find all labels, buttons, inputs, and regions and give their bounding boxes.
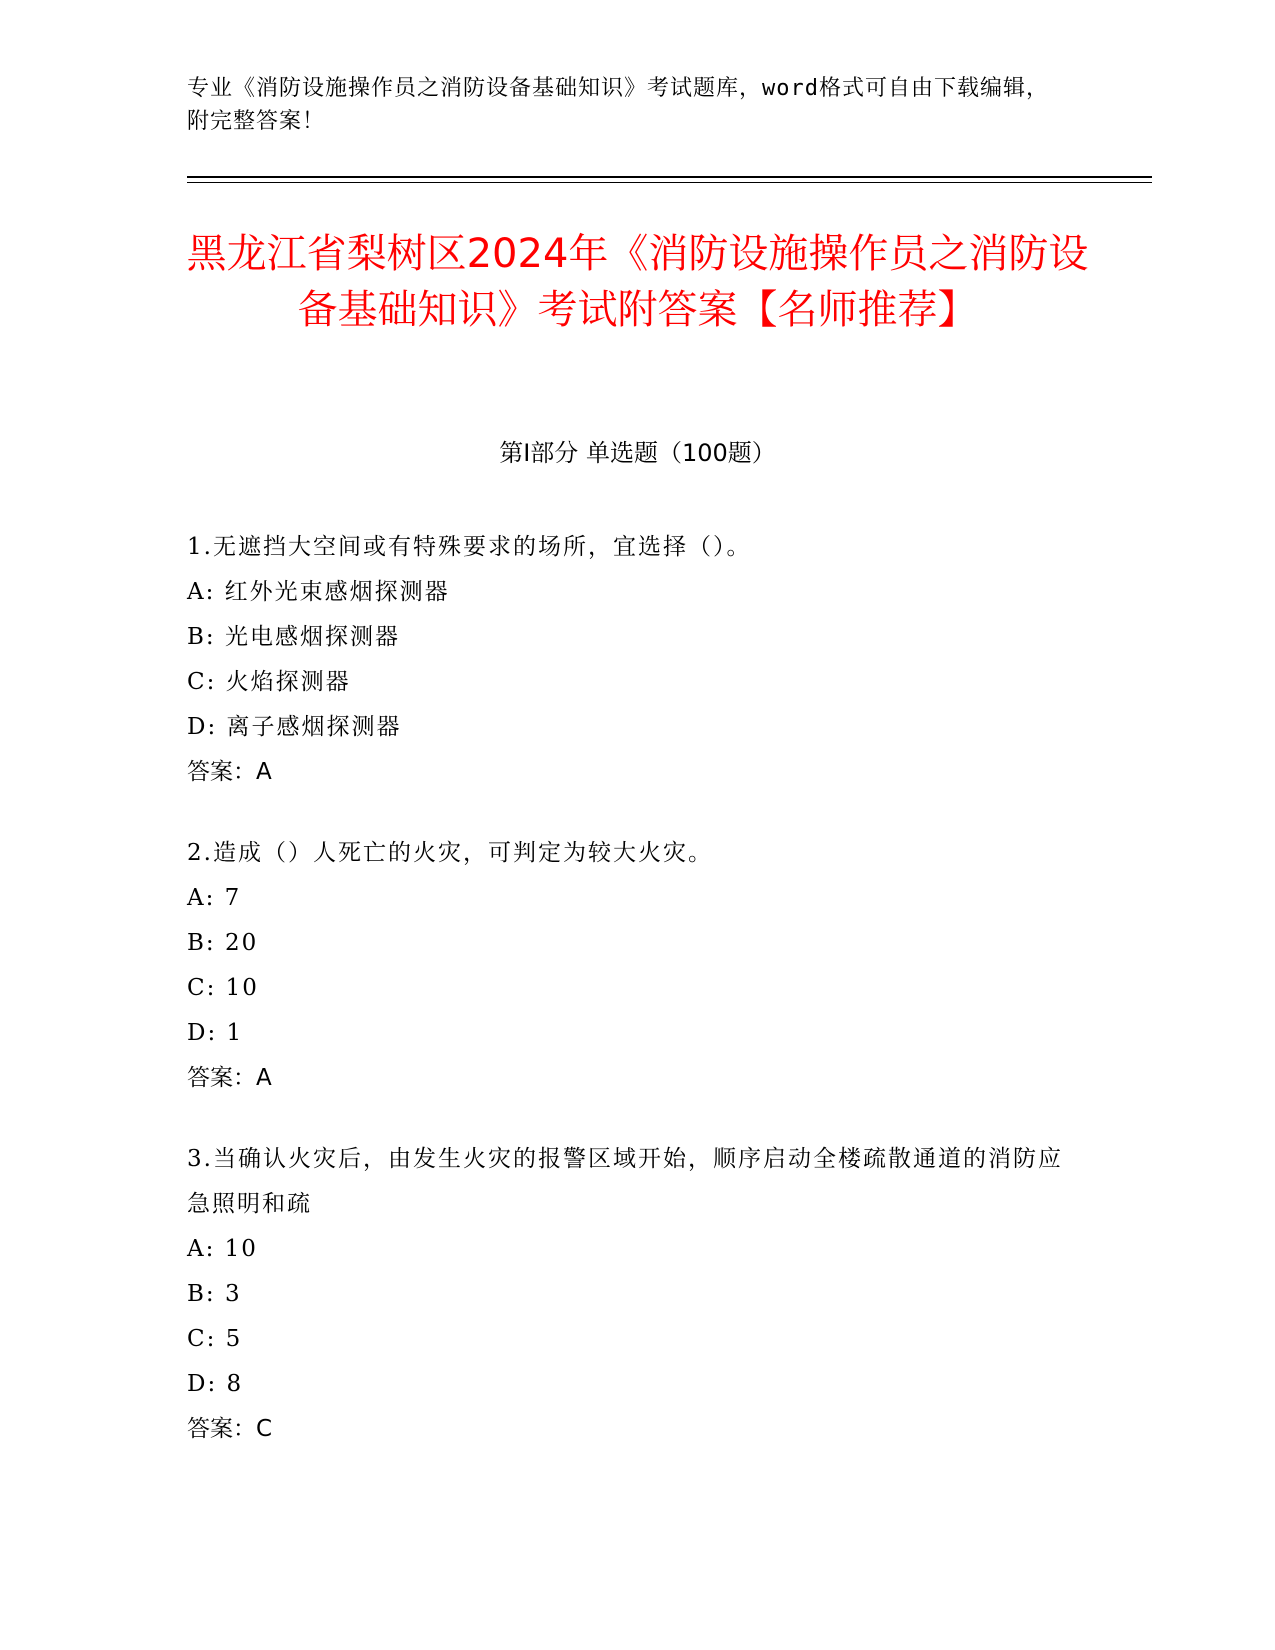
- header-divider: [187, 176, 1152, 178]
- question-3: [187, 1137, 1067, 1452]
- option-c: C: 5: [187, 1326, 243, 1352]
- option-a: A: 红外光束感烟探测器: [187, 579, 450, 605]
- answer: 答案：A: [187, 759, 272, 785]
- option-b: B: 20: [187, 930, 259, 956]
- document-title: 黑龙江省梨树区2024年《消防设施操作员之消防设备基础知识》考试附答案【名师推荐】: [186, 231, 1089, 333]
- option-a: A: 7: [187, 885, 242, 911]
- header-note: 专业《消防设施操作员之消防设备基础知识》考试题库，word格式可自由下载编辑，附完整答案！: [187, 76, 1049, 134]
- question-stem: 3.当确认火灾后，由发生火灾的报警区域开始，顺序启动全楼疏散通道的消防应急照明和疏: [187, 1146, 1063, 1217]
- question-list: [187, 525, 1067, 1488]
- option-b: B: 3: [187, 1281, 242, 1307]
- question-stem: 1.无遮挡大空间或有特殊要求的场所，宜选择（）。: [187, 534, 752, 560]
- header-divider-thin: [187, 182, 1152, 183]
- option-b: B: 光电感烟探测器: [187, 624, 400, 650]
- question-1: [187, 525, 1067, 795]
- option-d: D: 离子感烟探测器: [187, 714, 402, 740]
- section-title: 第Ⅰ部分 单选题（100题）: [499, 439, 776, 467]
- option-a: A: 10: [187, 1236, 258, 1262]
- question-2: [187, 831, 1067, 1101]
- option-d: D: 8: [187, 1371, 244, 1397]
- answer: 答案：A: [187, 1065, 272, 1091]
- answer: 答案：C: [187, 1416, 273, 1442]
- question-stem: 2.造成（）人死亡的火灾，可判定为较大火灾。: [187, 840, 713, 866]
- option-d: D: 1: [187, 1020, 244, 1046]
- option-c: C: 10: [187, 975, 259, 1001]
- option-c: C: 火焰探测器: [187, 669, 351, 695]
